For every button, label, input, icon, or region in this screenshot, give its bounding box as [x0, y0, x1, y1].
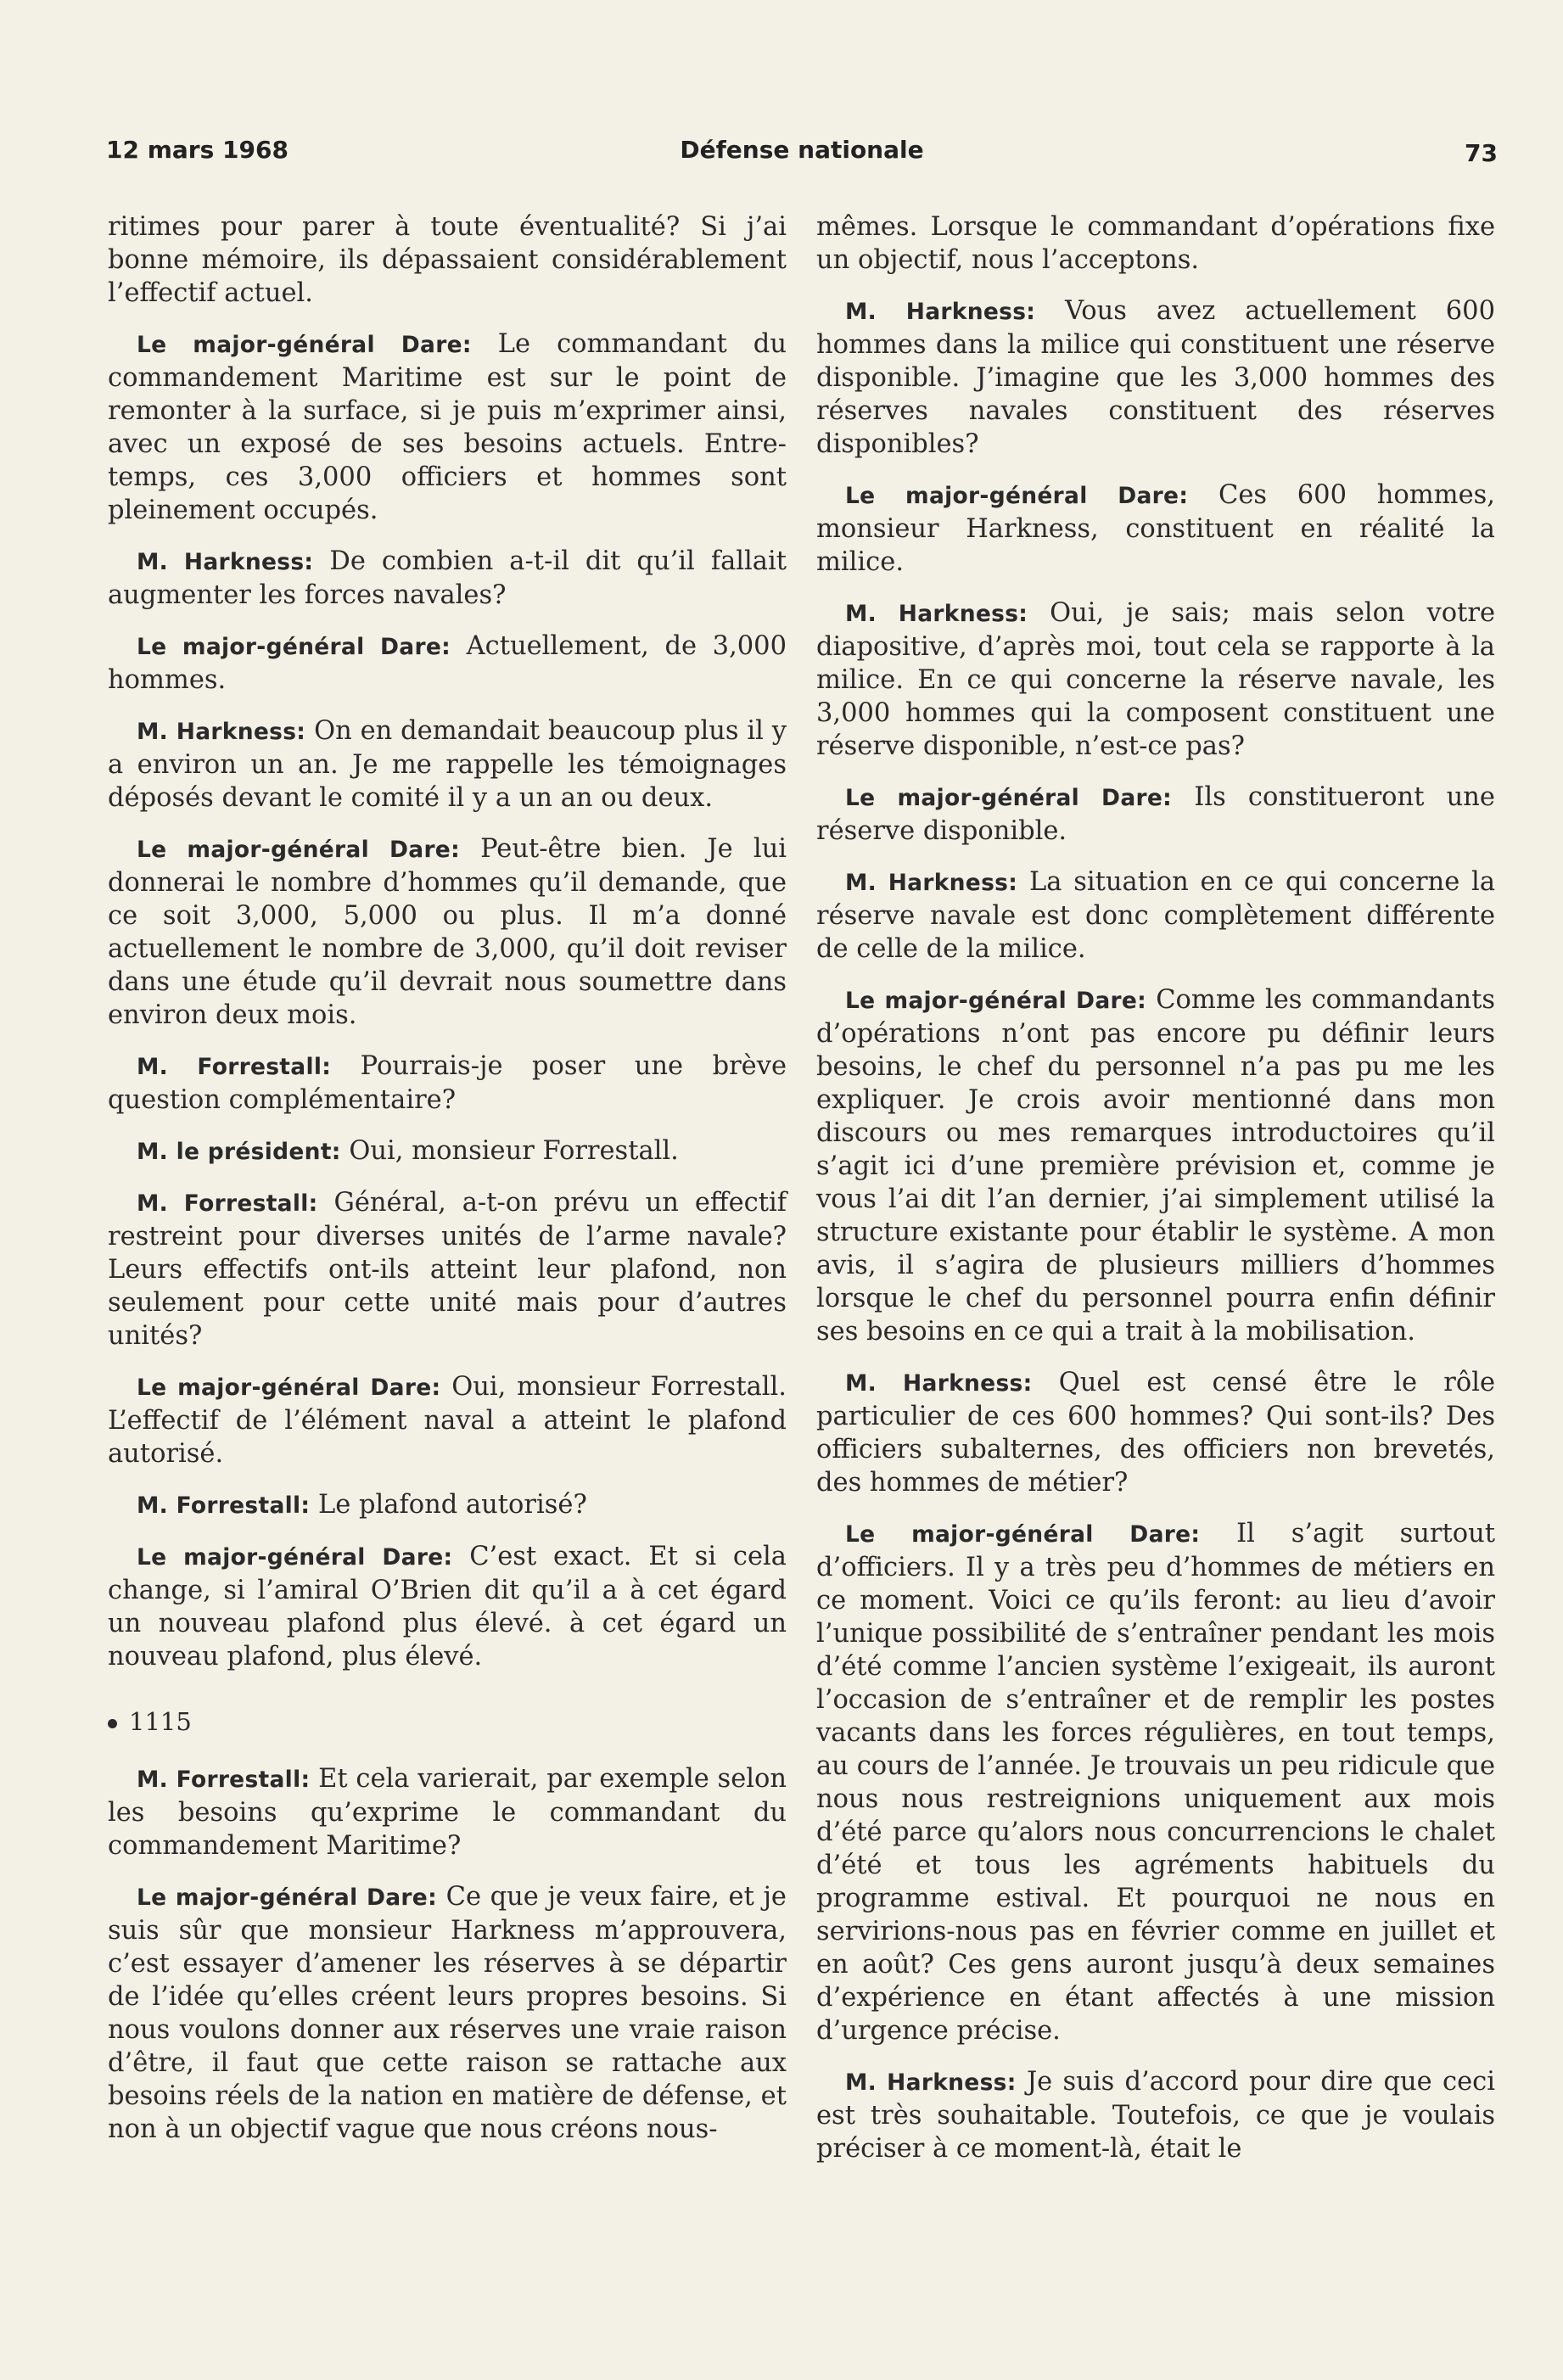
transcript-paragraph [108, 1488, 787, 1522]
speech-text: Ce que je veux faire, et je suis sûr que monsieur Harkness m’approuvera, c’est essayer d’amener les réserves à se départir de l’idée qu’elles créent leurs propres besoins. Si nous voulons donner aux réserves une vraie raison d’être, il faut que cette raison se rattache aux besoins réels de la nation en matière de défense, et non à un objectif vague que nous créons nous- [108, 1882, 787, 2144]
page-number: 73 [1465, 139, 1498, 167]
speaker-name: M. Harkness: [845, 299, 1036, 325]
transcript-paragraph [108, 1370, 787, 1470]
transcript-paragraph [108, 832, 787, 1032]
transcript-paragraph [816, 865, 1495, 966]
speech-text: Oui, monsieur Forrestall. [349, 1136, 679, 1166]
speaker-name: Le major-général Dare: [137, 332, 472, 358]
speaker-name: Le major-général Dare: [845, 1521, 1201, 1548]
speech-text: ritimes pour parer à toute éventualité? Si j’ai bonne mémoire, ils dépassaient considérablement l’effectif actuel. [108, 212, 787, 308]
transcript-paragraph [816, 294, 1495, 461]
speaker-name: Le major-général Dare: [845, 988, 1147, 1014]
speech-text: De combien a-t-il dit qu’il fallait augmenter les forces navales? [108, 546, 787, 610]
speech-text: Peut-être bien. Je lui donnerai le nombre d’hommes qu’il demande, que ce soit 3,000, 5,000 ou plus. Il m’a donné actuellement le nombre de 3,000, qu’il doit reviser dans une étude qu’il devrait nous soumettre dans environ deux mois. [108, 834, 787, 1030]
transcript-paragraph [816, 596, 1495, 763]
running-header [106, 136, 1498, 178]
left-column [108, 210, 787, 2164]
transcript-paragraph [108, 1050, 787, 1117]
transcript-paragraph [108, 1762, 787, 1862]
speaker-name: M. Forrestall: [137, 1492, 311, 1519]
speech-text: Actuellement, de 3,000 hommes. [108, 631, 787, 695]
speech-text: Le plafond autorisé? [318, 1490, 587, 1520]
speech-text: Je suis d’accord pour dire que ceci est très souhaitable. Toutefois, ce que je voulais préciser à ce moment-là, était le [816, 2067, 1496, 2164]
transcript-paragraph [816, 1366, 1495, 1499]
speech-text: On en demandait beaucoup plus il y a environ un an. Je me rappelle les témoignages déposés devant le comité il y a un an ou deux. [108, 716, 787, 813]
bullet-icon [108, 1719, 117, 1728]
speech-text: Et cela varierait, par exemple selon les besoins qu’exprime le commandant du commandement Maritime? [108, 1764, 787, 1861]
transcript-paragraph [816, 2065, 1495, 2165]
speaker-name: M. Harkness: [137, 549, 314, 575]
speaker-name: Le major-général Dare: [137, 1884, 437, 1911]
speech-text: mêmes. Lorsque le commandant d’opérations fixe un objectif, nous l’acceptons. [816, 212, 1495, 275]
speech-text: C’est exact. Et si cela change, si l’amiral O’Brien dit qu’il a à cet égard un nouveau plafond plus élevé. à cet égard un nouveau plafond, plus élevé. [108, 1542, 787, 1672]
speech-text: Comme les commandants d’opérations n’ont pas encore pu définir leurs besoins, le chef du personnel n’a pas pu me les expliquer. Je crois avoir mentionné dans mon discours ou mes remarques introductoires qu’il s’agit ici d’une première prévision et, comme je vous l’ai dit l’an dernier, j’ai simplement utilisé la structure existante pour établir le système. A mon avis, il s’agira de plusieurs milliers d’hommes lorsque le chef du personnel pourra enfin définir ses besoins en ce qui a trait à la mobilisation. [816, 985, 1495, 1347]
transcript-paragraph [816, 781, 1495, 848]
transcript-paragraph [108, 1186, 787, 1352]
speech-text: Pourrais-je poser une brève question complémentaire? [108, 1051, 787, 1115]
transcript-paragraph [816, 1517, 1495, 2047]
transcript-paragraph [108, 1134, 787, 1168]
header-title: Défense nationale [680, 136, 924, 164]
transcript-paragraph [108, 714, 787, 815]
speaker-name: M. Harkness: [845, 601, 1028, 627]
speech-text: Il s’agit surtout d’officiers. Il y a très peu d’hommes de métiers en ce moment. Voici ce qu’ils feront: au lieu d’avoir l’unique possibilité de s’entraîner pendant les mois d’été comme l’ancien système l’exigeait, ils auront l’occasion de s’entraîner et de remplir les postes vacants dans les forces régulières, en tout temps, au cours de l’année. Je trouvais un peu ridicule que nous nous restreignions uniquement aux mois d’été parce qu’alors nous concurrencions le chalet d’été et tous les agréments habituels du programme estival. Et pourquoi ne nous en servirions-nous pas en février comme en juillet et en août? Ces gens auront jusqu’à deux semaines d’expérience en étant affectés à une mission d’urgence précise. [816, 1519, 1495, 2046]
speaker-name: Le major-général Dare: [137, 1375, 441, 1401]
speech-text: La situation en ce qui concerne la réserve navale est donc complètement différente de celle de la milice. [816, 867, 1495, 964]
right-column [816, 210, 1495, 2183]
time-marker-text: 1115 [129, 1707, 192, 1736]
transcript-paragraph [816, 210, 1495, 277]
speech-text: Vous avez actuellement 600 hommes dans la milice qui constituent une réserve disponible. J’imagine que les 3,000 hommes des réserves navales constituent des réserves disponibles? [816, 296, 1495, 459]
speech-text: Ils constitueront une réserve disponible. [816, 782, 1495, 846]
speech-text: Oui, monsieur Forrestall. L’effectif de l’élément naval a atteint le plafond autorisé. [108, 1372, 787, 1469]
speech-text: Général, a-t-on prévu un effectif restreint pour diverses unités de l’arme navale? Leurs effectifs ont-ils atteint leur plafond, non seulement pour cette unité mais pour d’autres unités? [108, 1188, 787, 1351]
speaker-name: Le major-général Dare: [845, 785, 1173, 811]
speech-text: Quel est censé être le rôle particulier de ces 600 hommes? Qui sont-ils? Des officiers subalternes, des officiers non brevetés, des hommes de métier? [816, 1368, 1495, 1498]
speaker-name: M. Harkness: [845, 870, 1018, 896]
speaker-name: Le major-général Dare: [845, 483, 1189, 509]
speaker-name: Le major-général Dare: [137, 1544, 453, 1571]
speaker-name: M. Harkness: [845, 2069, 1017, 2096]
speaker-name: M. Harkness: [137, 719, 306, 745]
transcript-paragraph [816, 479, 1495, 579]
speaker-name: M. Forrestall: [137, 1054, 332, 1080]
transcript-paragraph [108, 1880, 787, 2146]
speaker-name: M. le président: [137, 1139, 341, 1165]
speaker-name: M. Forrestall: [137, 1767, 311, 1793]
speaker-name: M. Harkness: [845, 1370, 1033, 1397]
speaker-name: Le major-général Dare: [137, 634, 451, 660]
speech-text: Oui, je sais; mais selon votre diapositive, d’après moi, tout cela se rapporte à la milice. En ce qui concerne la réserve navale, les 3,000 hommes qui la composent constituent une réserve disponible, n’est-ce pas? [816, 598, 1495, 761]
speaker-name: M. Forrestall: [137, 1190, 318, 1217]
speaker-name: Le major-général Dare: [137, 837, 460, 863]
transcript-paragraph [108, 1540, 787, 1673]
transcript-paragraph [108, 545, 787, 612]
speech-text: Le commandant du commandement Maritime est sur le point de remonter à la surface, si je puis m’exprimer ainsi, avec un exposé de ses besoins actuels. Entre-temps, ces 3,000 officiers et hommes sont pleinement occupés. [108, 329, 787, 525]
time-marker [108, 1705, 787, 1739]
speech-text: Ces 600 hommes, monsieur Harkness, constituent en réalité la milice. [816, 480, 1495, 577]
header-date: 12 mars 1968 [106, 136, 289, 164]
transcript-paragraph [108, 630, 787, 697]
transcript-paragraph [108, 328, 787, 527]
transcript-paragraph [816, 983, 1495, 1348]
transcript-paragraph [108, 210, 787, 310]
